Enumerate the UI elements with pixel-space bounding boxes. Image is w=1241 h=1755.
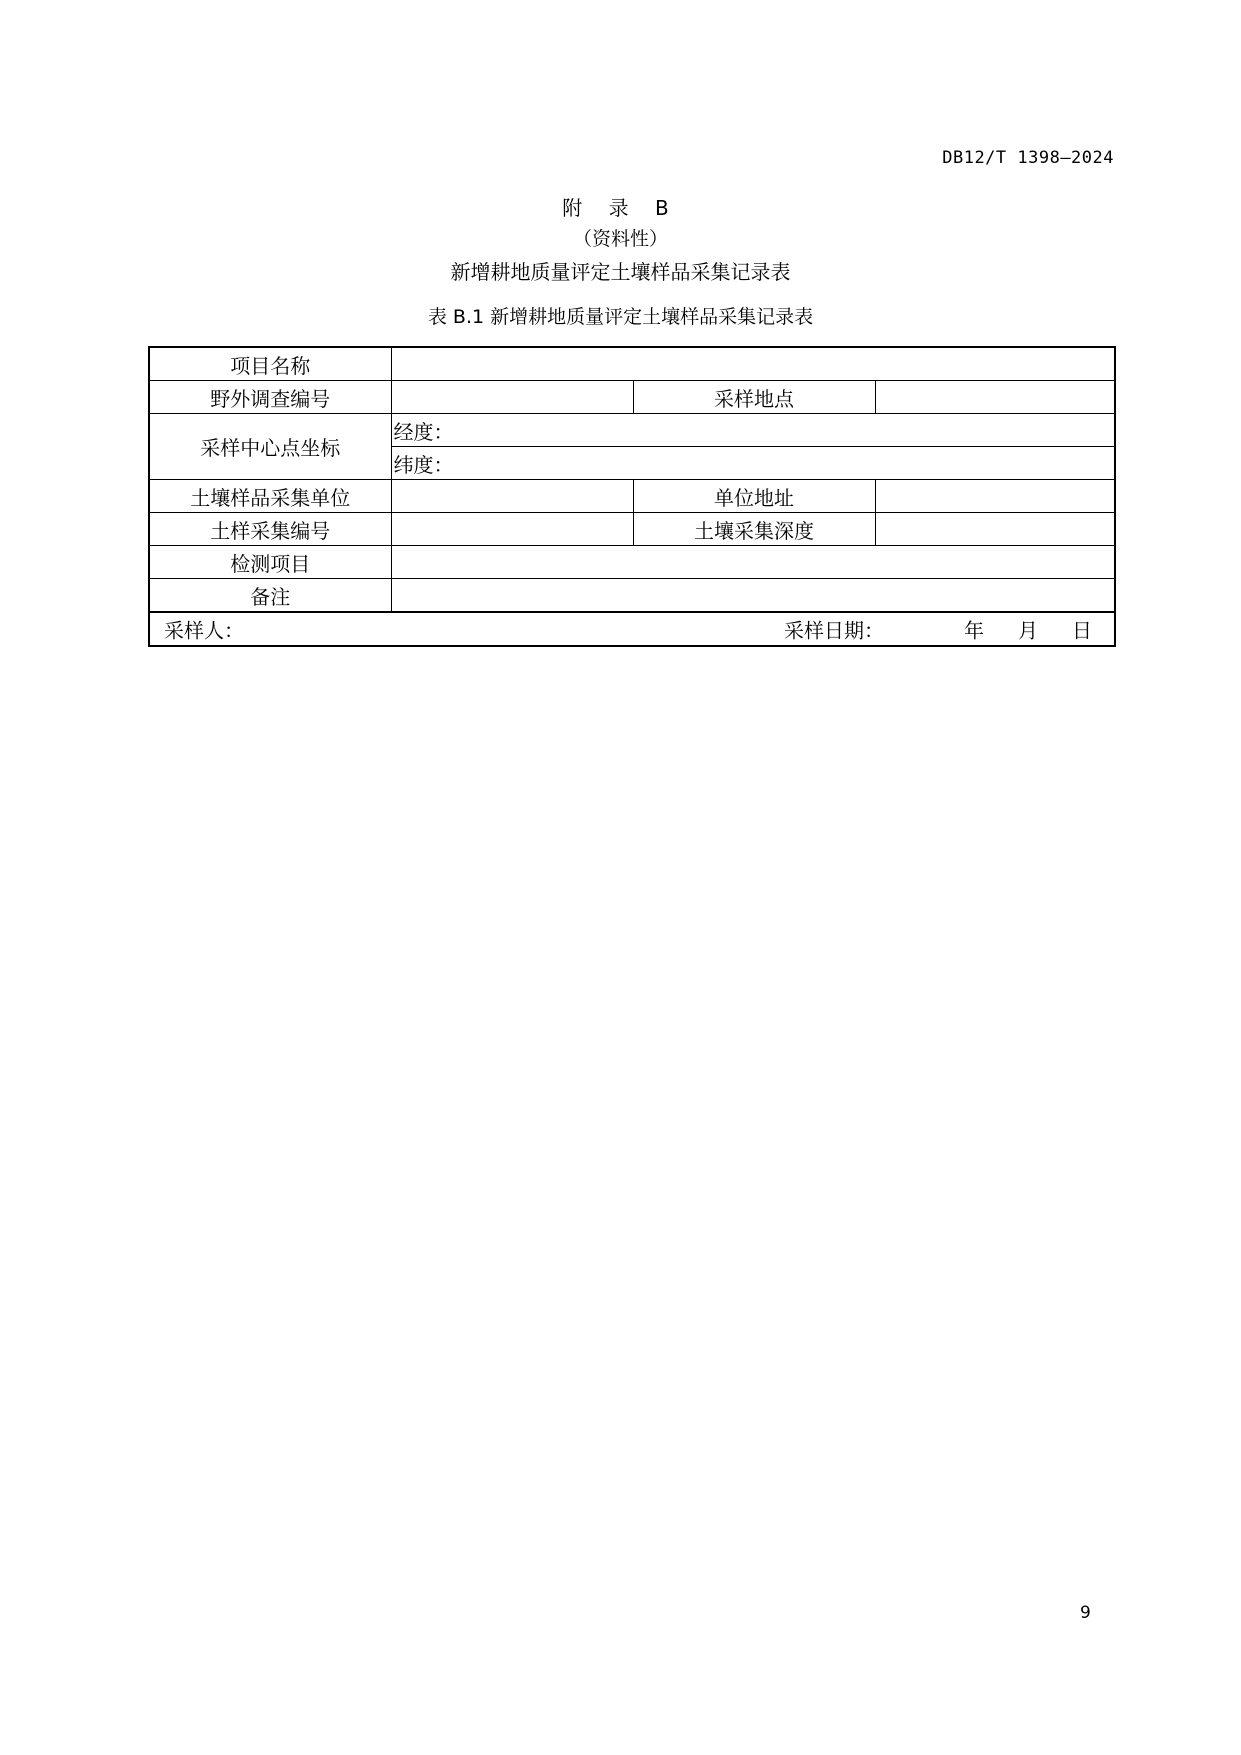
center-coords-label: 采样中心点坐标 — [149, 414, 391, 480]
page-number: 9 — [1080, 1603, 1091, 1623]
sample-no-value[interactable] — [391, 513, 633, 546]
table-row — [149, 480, 1115, 513]
remarks-value[interactable] — [391, 579, 1115, 613]
table-row — [149, 347, 1115, 381]
table-caption: 表 B.1 新增耕地质量评定土壤样品采集记录表 — [427, 306, 814, 328]
sampling-date-label: 采样日期： — [784, 618, 885, 643]
annex-name: 新增耕地质量评定土壤样品采集记录表 — [450, 260, 791, 284]
sample-no-label: 土样采集编号 — [149, 513, 391, 546]
longitude-field[interactable]: 经度： — [391, 414, 1115, 447]
unit-address-label: 单位地址 — [633, 480, 875, 513]
field-survey-no-value[interactable] — [391, 381, 633, 414]
sampler-label: 采样人： — [164, 618, 244, 643]
test-items-label: 检测项目 — [149, 546, 391, 579]
sampling-site-value[interactable] — [875, 381, 1115, 414]
sampling-record-table — [148, 346, 1116, 647]
footer-cell — [149, 612, 1115, 646]
project-name-label: 项目名称 — [149, 347, 391, 381]
sampling-depth-value[interactable] — [875, 513, 1115, 546]
sampling-date — [784, 615, 1092, 644]
sampling-site-label: 采样地点 — [633, 381, 875, 414]
table-row — [149, 381, 1115, 414]
table-row — [149, 579, 1115, 613]
test-items-value[interactable] — [391, 546, 1115, 579]
sampling-unit-label: 土壤样品采集单位 — [149, 480, 391, 513]
sampling-unit-value[interactable] — [391, 480, 633, 513]
annex-title: 附 录 B — [562, 196, 679, 220]
month-label: 月 — [1018, 618, 1039, 643]
unit-address-value[interactable] — [875, 480, 1115, 513]
table-row — [149, 546, 1115, 579]
table-row — [149, 612, 1115, 646]
field-survey-no-label: 野外调查编号 — [149, 381, 391, 414]
day-label: 日 — [1072, 618, 1093, 643]
table-row — [149, 513, 1115, 546]
remarks-label: 备注 — [149, 579, 391, 613]
sampling-depth-label: 土壤采集深度 — [633, 513, 875, 546]
table-row — [149, 414, 1115, 447]
latitude-field[interactable]: 纬度： — [391, 447, 1115, 480]
document-code: DB12/T 1398—2024 — [942, 148, 1114, 168]
year-label: 年 — [964, 618, 985, 643]
annex-type: （资料性） — [572, 228, 668, 250]
project-name-value[interactable] — [391, 347, 1115, 381]
